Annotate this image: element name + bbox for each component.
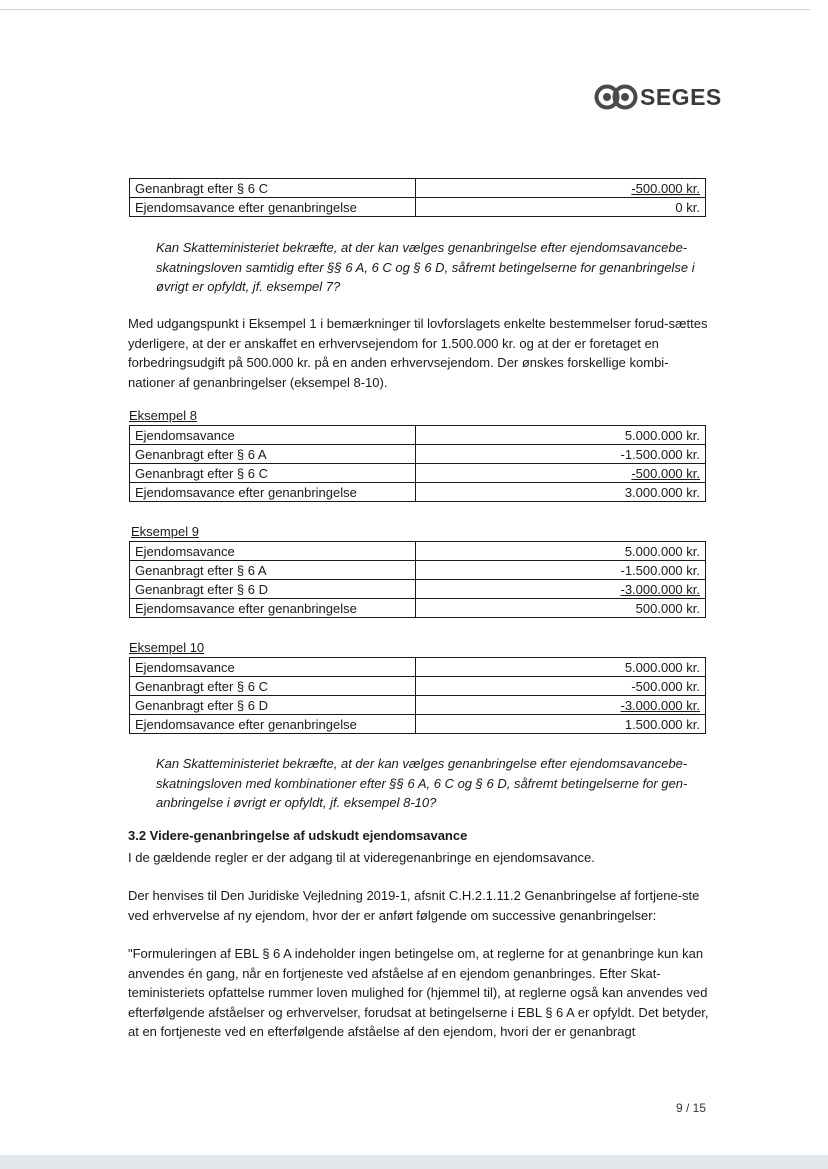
table-row xyxy=(130,179,706,198)
section-line: I de gældende regler er der adgang til at videregenanbringe en ejendomsavance. xyxy=(128,850,595,865)
bottom-shade xyxy=(0,1155,828,1169)
table-row xyxy=(130,696,706,715)
row-value-text: -500.000 kr. xyxy=(631,465,700,481)
row-label: Ejendomsavance xyxy=(130,426,416,445)
question-2: Kan Skatteministeriet bekræfte, at der kan vælges genanbringelse efter ejendomsavancebe-skatningsloven med kombinationer efter §§ 6 A, 6 C og § 6 D, såfremt betingelserne for gen-anbringelse i øvrigt er opfyldt, jf. eksempel 8-10? xyxy=(156,756,688,810)
row-value: 1.500.000 kr. xyxy=(416,715,706,734)
row-label: Genanbragt efter § 6 D xyxy=(130,580,416,599)
table-row xyxy=(130,599,706,618)
row-value-text: -3.000.000 kr. xyxy=(620,697,700,713)
logo-text: SEGES xyxy=(640,83,722,110)
example-8-heading: Eksempel 8 xyxy=(129,408,197,423)
row-label: Genanbragt efter § 6 C xyxy=(130,179,416,198)
row-value: 5.000.000 kr. xyxy=(416,658,706,677)
quote-paragraph: "Formuleringen af EBL § 6 A indeholder ingen betingelse om, at reglerne for at genanbringe kun kan anvendes én gang, når en fortjeneste ved afståelse af en ejendom genanbringes. Efter Skat-teministeriets opfattelse rummer loven mulighed for (hjemmel til), at reglerne også kan anvendes ved efterfølgende afståelser og erhvervelser, forudsat at betingelserne i EBL § 6 A er opfyldt. Det betyder, at en fortjeneste ved en efterfølgende afståelse af den ejendom, hvori der er genanbragt xyxy=(128,946,709,1039)
row-label: Ejendomsavance xyxy=(130,542,416,561)
row-label: Genanbragt efter § 6 C xyxy=(130,464,416,483)
table-row xyxy=(130,580,706,599)
table-row xyxy=(130,198,706,217)
example-10-table xyxy=(129,657,706,734)
example-8-table xyxy=(129,425,706,502)
table-row xyxy=(130,658,706,677)
section-heading: 3.2 Videre-genanbringelse af udskudt ejendomsavance xyxy=(128,828,468,843)
seges-logo xyxy=(594,82,722,112)
intro-paragraph: Med udgangspunkt i Eksempel 1 i bemærkninger til lovforslagets enkelte bestemmelser forud-sættes yderligere, at der er anskaffet en erhvervsejendom for 1.500.000 kr. og at der er foretaget en forbedringsudgift på 500.000 kr. på en anden erhvervsejendom. Der ønskes forskellige kombi-nationer af genanbringelser (eksempel 8-10). xyxy=(128,316,708,390)
reference-paragraph: Der henvises til Den Juridiske Vejledning 2019-1, afsnit C.H.2.1.11.2 Genanbringelse af fortjene-ste ved erhvervelse af ny ejendom, hvor der er anført følgende om successive genanbringelser: xyxy=(128,888,700,923)
table-row xyxy=(130,715,706,734)
table-row xyxy=(130,561,706,580)
row-value: 3.000.000 kr. xyxy=(416,483,706,502)
row-value: 0 kr. xyxy=(416,198,706,217)
row-value: 5.000.000 kr. xyxy=(416,426,706,445)
example-9-table xyxy=(129,541,706,618)
row-value xyxy=(416,580,706,599)
row-value-text: -3.000.000 kr. xyxy=(620,581,700,597)
question-1: Kan Skatteministeriet bekræfte, at der kan vælges genanbringelse efter ejendomsavancebe-skatningsloven samtidig efter §§ 6 A, 6 C og § 6 D, såfremt betingelserne for genanbringelse i øvrigt er opfyldt, jf. eksempel 7? xyxy=(156,240,695,294)
seges-logo-icon xyxy=(594,84,638,110)
row-label: Ejendomsavance efter genanbringelse xyxy=(130,198,416,217)
row-label: Ejendomsavance efter genanbringelse xyxy=(130,599,416,618)
row-value: -500.000 kr. xyxy=(416,677,706,696)
table-top xyxy=(129,178,706,217)
row-label: Ejendomsavance efter genanbringelse xyxy=(130,715,416,734)
table-row xyxy=(130,677,706,696)
row-value: -1.500.000 kr. xyxy=(416,561,706,580)
row-value xyxy=(416,179,706,198)
top-rule xyxy=(0,9,810,10)
row-value-text: -500.000 kr. xyxy=(631,180,700,196)
table-row xyxy=(130,464,706,483)
example-9-heading: Eksempel 9 xyxy=(131,524,199,539)
row-label: Genanbragt efter § 6 C xyxy=(130,677,416,696)
row-value: 5.000.000 kr. xyxy=(416,542,706,561)
row-value: 500.000 kr. xyxy=(416,599,706,618)
row-label: Genanbragt efter § 6 D xyxy=(130,696,416,715)
row-value: -1.500.000 kr. xyxy=(416,445,706,464)
row-label: Ejendomsavance efter genanbringelse xyxy=(130,483,416,502)
row-value xyxy=(416,696,706,715)
row-value xyxy=(416,464,706,483)
row-label: Ejendomsavance xyxy=(130,658,416,677)
table-row xyxy=(130,426,706,445)
page-number: 9 / 15 xyxy=(676,1101,707,1115)
row-label: Genanbragt efter § 6 A xyxy=(130,561,416,580)
table-row xyxy=(130,542,706,561)
example-10-heading: Eksempel 10 xyxy=(129,640,205,655)
table-row xyxy=(130,483,706,502)
table-row xyxy=(130,445,706,464)
row-label: Genanbragt efter § 6 A xyxy=(130,445,416,464)
